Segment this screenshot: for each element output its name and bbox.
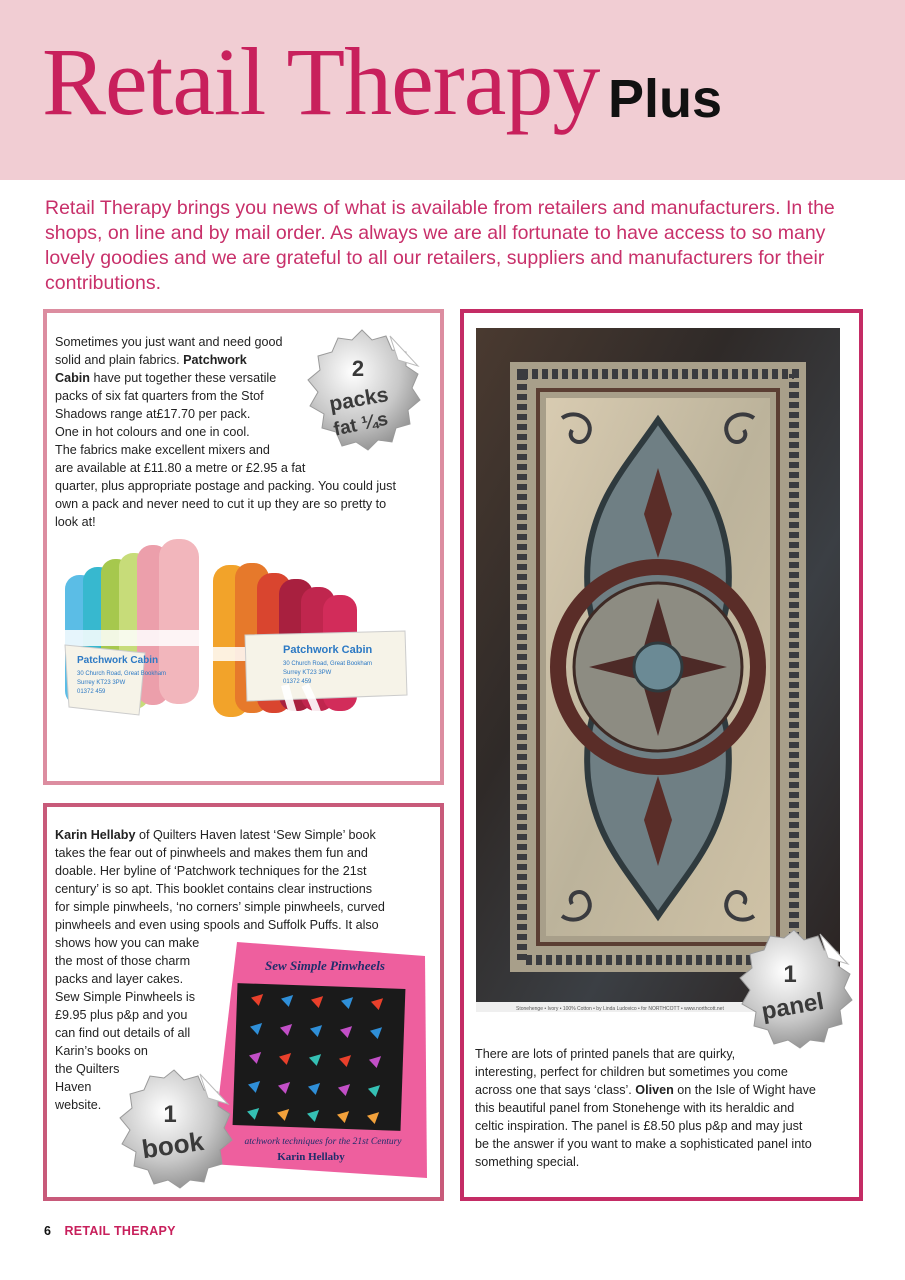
text-line: The fabrics make excellent mixers and — [55, 443, 270, 457]
text-line: the Quilters — [55, 1062, 120, 1076]
intro-paragraph: Retail Therapy brings you news of what is available from retailers and manufacturers. In the shops, on line and by mail order. As always we are all fortunate to have access to so many lovely goodies and we are grateful to all our retailers, suppliers and manufacturers for their contributions. — [45, 197, 835, 294]
page-title: Retail Therapy — [42, 28, 600, 135]
text-line: for simple pinwheels, ‘no corners’ simple pinwheels, curved — [55, 900, 385, 914]
label-brand: Patchwork Cabin — [283, 644, 373, 656]
text-line: something special. — [475, 1155, 580, 1169]
page-title-plus: Plus — [608, 69, 723, 129]
text-line: One in hot colours and one in cool. — [55, 425, 250, 439]
badge-1-panel — [730, 926, 858, 1050]
label-brand: Patchwork Cabin — [77, 655, 159, 666]
book-byline: atchwork techniques for the 21st Century — [244, 1137, 402, 1147]
header-banner — [0, 0, 905, 180]
text-line: website. — [55, 1098, 102, 1112]
panel-selvage: Stonehenge • Ivory • 100% Cotton • by Linda Ludovico • for NORTHCOTT • www.northcott.net — [516, 1006, 724, 1012]
text-line: There are lots of printed panels that are quirky, — [475, 1047, 736, 1061]
text-line: quarter, plus appropriate postage and packing. You could just — [55, 479, 396, 493]
badge-2-packs — [298, 326, 426, 456]
text-line: £9.95 plus p&p and you — [55, 1008, 188, 1022]
fabric-bundles-photo — [55, 535, 435, 775]
text-line: Sew Simple Pinwheels is — [55, 990, 195, 1004]
label-address: Surrey KT23 3PW — [77, 680, 126, 686]
brand-name: Patchwork — [183, 353, 247, 367]
text-line: look at! — [55, 515, 96, 529]
text-line: packs of six fat quarters from the Stof — [55, 389, 264, 403]
badge-line: 1 — [783, 961, 797, 988]
label-phone: 01372 459 — [77, 689, 106, 695]
text-line: Cabin have put together these versatile — [55, 371, 277, 385]
brand-name: Karin Hellaby — [55, 828, 136, 842]
text-line: own a pack and never need to cut it up they are so pretty to — [55, 497, 387, 511]
badge-line: fat ¼s — [331, 408, 390, 441]
book-cover-sew-simple-pinwheels — [205, 938, 430, 1182]
text-line: takes the fear out of pinwheels and makes them fun and — [55, 846, 368, 860]
text-line: shows how you can make — [55, 936, 200, 950]
text-line: century’ is so apt. This booklet contains clear instructions — [55, 882, 373, 896]
badge-line: book — [139, 1125, 206, 1165]
badge-line: 2 — [351, 356, 365, 381]
text-line: Shadows range at£17.70 per pack. — [55, 407, 251, 421]
text-line: Karin’s books on — [55, 1044, 148, 1058]
text-line: Haven — [55, 1080, 92, 1094]
text-line: Sometimes you just want and need good — [55, 335, 283, 349]
text-line: celtic inspiration. The panel is £8.50 plus p&p and may just — [475, 1119, 803, 1133]
text-line: Karin Hellaby of Quilters Haven latest ‘Sew Simple’ book — [55, 828, 376, 842]
label-address: 30 Church Road, Great Bookham — [283, 661, 373, 667]
badge-line: 1 — [163, 1101, 177, 1128]
text-line: doable. Her byline of ‘Patchwork techniques for the 21st — [55, 864, 367, 878]
badge-line: panel — [759, 987, 826, 1026]
label-address: 30 Church Road, Great Bookham — [77, 671, 167, 677]
book-title: Sew Simple Pinwheels — [265, 958, 385, 973]
cool-fabric-bundle — [55, 539, 205, 715]
book-author: Karin Hellaby — [277, 1151, 345, 1163]
brand-name: Oliven — [635, 1083, 674, 1097]
text-line: be the answer if you want to make a sophisticated panel into — [475, 1137, 812, 1151]
page-footer — [44, 1224, 176, 1238]
text-line: are available at £11.80 a metre or £2.95 a fat — [55, 461, 306, 475]
label-address: Surrey KT23 3PW — [283, 670, 332, 676]
text-line: interesting, perfect for children but sometimes you come — [475, 1065, 788, 1079]
text-line: packs and layer cakes. — [55, 972, 184, 986]
stonehenge-panel-photo — [476, 328, 842, 1012]
text-line: the most of those charm — [55, 954, 191, 968]
hot-fabric-bundle — [205, 563, 407, 767]
badge-1-book — [110, 1066, 238, 1190]
text-line: solid and plain fabrics. Patchwork — [55, 353, 247, 367]
text-line: this beautiful panel from Stonehenge with its heraldic and — [475, 1101, 795, 1115]
article3-text — [475, 1045, 855, 1171]
text-line: across one that says ‘class’. Oliven on the Isle of Wight have — [475, 1083, 816, 1097]
text-line: pinwheels and even using spools and Suffolk Puffs. It also — [55, 918, 379, 932]
text-line: can find out details of all — [55, 1026, 191, 1040]
label-phone: 01372 459 — [283, 679, 312, 685]
section-name: RETAIL THERAPY — [64, 1224, 176, 1238]
badge-line: packs — [327, 383, 391, 417]
page-number: 6 — [44, 1224, 51, 1238]
brand-name: Cabin — [55, 371, 90, 385]
